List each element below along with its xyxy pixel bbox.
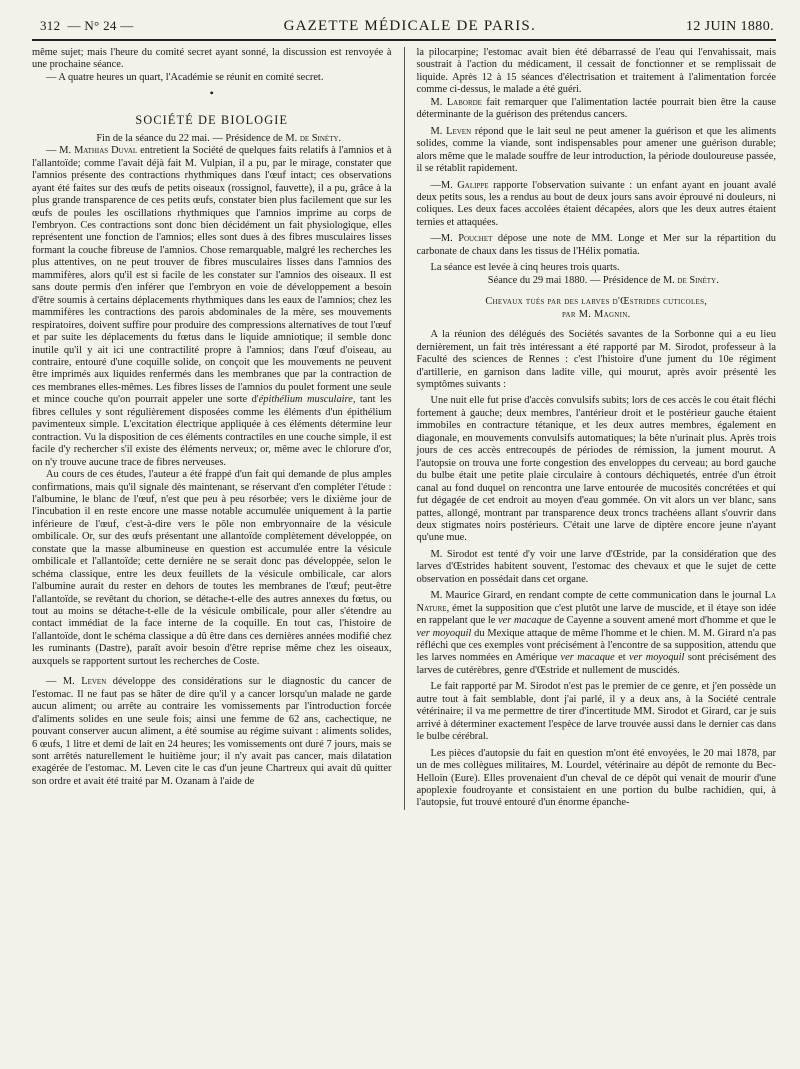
journal-name: La Nature [416,590,776,614]
article-title [417,295,777,321]
paragraph-text: entretient la Société de quelques faits relatifs à l'amnios et à l'allantoïde; comme l'avait déjà fait M. Vulpian, il a pu, par le mirage, constater que l'amnios présente des contractions rhythmiques dans l'œuf intact; ces observations ayant été faites sur des œufs de petits oiseaux (rossignol, fauvette), il a pu, grâce à la plus grande transparence de ces petits œufs, constater bien plus facilement que sur les œufs de poules les oscillations rhythmiques que l'amnios imprime au corps de l'embryon. Ces contractions sont donc bien décidément un fait physiologique, elles représentent une fonction de l'amnios; elles sont dues à des fibres musculaires lisses formant la couche fibreuse de l'amnios. Chose remarquable, malgré les recherches les plus attentives, on ne peut trouver de fibres musculaires lisses dans l'amnios des mammifères, alors qu'il est si facile de les constater sur l'amnios des oiseaux. Il est sans doute permis d'en inférer que l'embryon en voie de développement a besoin d'être soumis à certains déplacements rhythmiques dans les eaux de l'amnios; chez les mammifères les contractions des parois abdominales de la mère, ses mouvements respiratoires, doivent suffire pour produire des compressions alternatives de tout l'œuf et par suite les déplacements du fœtus dans le liquide amniotique; il semble donc inutile qu'il y ait ici une contractilité propre à l'amnios; dans l'œuf d'oiseau, au contraire, entouré d'une coquille solide, on conçoit que les mouvements ne peuvent être imprimés aux liquides renfermés dans les membranes que par la contraction de ces membranes elles-mêmes. Les fibres lisses de l'amnios du poulet forment une seule et mince couche qu'on pourrait appeler une sorte d' [32,145,392,406]
right-column [417,47,777,810]
article-paragraph-1: A la réunion des délégués des Sociétés savantes de la Sorbonne qui a eu lieu dernièrement, un fait très intéressant a été rapporté par M. Sirodot, professeur à la Faculté des sciences de Rennes : c'est l'histoire d'une jument du 10e régiment d'artillerie, en garnison dans ladite ville, qui mourut, après avoir présenté les symptômes suivants : [416,329,777,390]
journal-title: GAZETTE MÉDICALE DE PARIS. [283,18,536,34]
paragraph-text: de Cayenne a souvent amené mort d'homme et que le [554,615,777,627]
pouchet-paragraph [417,233,777,258]
article-paragraph-2: Une nuit elle fut prise d'accès convulsifs subits; lors de ces accès le cou était fléchi fortement à gauche; deux membres, l'antérieur droit et le postérieur gauche étaient immobiles en contracture tétanique, et les deux autres membres, également en diagonale, en mouvements convulsifs automatiques; la bête n'urinait plus. Après trois jours de ces accès entrecoupés de périodes de rémission, la jument mourut. A l'autopsie on trouva une forte congestion des enveloppes du cerveau; au bord gauche du bulbe était une petite plaie circulaire à contours déchiquetés, entrée d'un étroit canal au fond duquel on rencontra une larve entourée de mucosités concrétées et qui fut dégagée de cet endroit au moyen d'eau gommée. On vit alors un ver blanc, sans pattes, allongé, montrant par transparence deux troncs trachéens allant s'ouvrir dans deux stigmates noirs postérieurs. C'était une larve de diptère encore jeune n'ayant qu'une mue. [416,395,777,544]
italic-term: ver macaque [498,615,552,627]
page-number: 312 [40,18,61,33]
paragraph-text: rapporte l'observation suivante : un enfant ayant en jouant avalé deux petits sous, les a rendus au bout de deux jours sans avoir éprouvé ni douleurs, ni coliques. Les deux faces accolées étaient décapées, alors que les deux autres étaient ternies et attaquées. [416,179,777,228]
paragraph-text: sont précisément des larves de cutérèbres, genre d'Œstride et nullement de muscidés. [416,652,777,676]
duval-paragraph-2: Au cours de ces études, l'auteur a été frappé d'un fait qui demande de plus amples confirmations, mais qu'il signale dès maintenant, se réservant d'en compléter l'étude : l'albumine, le blanc de l'œuf, n'est que peu à peu résorbée; vers le dixième jour de l'incubation il en reste encore une masse notable accumulée uniquement à la partie inférieure de l'œuf, c'est-à-dire vers le pôle non embryonnaire de la vésicule ombilicale. Or, sur des œufs présentant une allantoïde complètement développée, on constate que la masse albumineuse en question est accumulée entre la vésicule ombilicale et l'allantoïde; cette dernière ne se serait donc pas développée, selon le schéma classique, entre les deux feuillets de la vésicule ombilicale, car alors l'albumine aurait du rester en dehors de toutes les membranes de l'œuf; peut-être l'allantoïde, se revêtant du chorion, se détache-t-elle des autres annexes du fœtus, ou tout au moins se détache-t-elle de la vésicule ombilicale, pour aller s'étendre au contact immédiat de la face interne de la coquille. En tout cas, l'histoire de l'allantoïde, dont le schéma classique a dû être dans ces dernières années modifié chez les ruminants (Dastre), paraît avoir besoin d'être reprise même chez les oiseaux, auxquels se rapportent surtout les recherches de Coste. [32,469,392,667]
lead: —M. [430,233,453,245]
lead: M. [430,96,443,108]
dash-lead: — M. [46,676,75,688]
laborde-paragraph [417,97,777,122]
article-author-line: par M. Magnin. [561,309,631,321]
president-name: de Sinéty. [677,274,719,286]
paragraph-text: et [618,652,626,664]
paragraph-text: dépose une note de MM. Longe et Mer sur la répartition du carbonate de chaux dans les tissus de l'Hélix pomatia. [416,233,776,257]
speaker-name: Leven [81,676,107,688]
header-left [40,18,134,34]
italic-term: ver macaque [560,652,615,664]
speaker-name: Galippe [457,179,489,191]
issue-number: — N° 24 — [67,18,134,33]
issue-date: 12 JUIN 1880. [685,19,774,34]
lead: —M. [430,179,453,191]
left-column [32,47,392,810]
opening-paragraph: — A quatre heures un quart, l'Académie se réunit en comité secret. [46,71,324,83]
seance-heading-2 [417,275,777,287]
paragraph-text: , tant les fibres cellules y sont régulièrement disposées comme les éléments d'un épithélium pavimenteux simple. L'excitation électrique appliquée à ces éléments détermine leur contraction. Vu la disposition de ces éléments contractiles en une couche simple, il est facile d'y rechercher s'il existe des éléments nerveux; or, même avec le chlorure d'or, on n'y trouve aucune trace de fibres nerveuses. [32,394,392,468]
article-paragraph-4 [417,590,777,677]
president-name: de Sinéty. [299,132,342,144]
seance-text: Fin de la séance du 22 mai. — Présidence de M. [96,132,298,144]
columns [32,47,776,810]
article-paragraph-5: Le fait rapporté par M. Sirodot n'est pas le premier de ce genre, et j'en possède un autre tout à fait semblable, dont j'ai parlé, il y a deux ans, à la Société centrale vétérinaire; il va me permettre de tirer d'incertitude MM. Sirodot et Girard, car je suis arrivé à déterminer exactement l'espèce de larve trouvée aussi dans le dernier cas dans le bulbe cérébral. [416,681,777,743]
opening-paragraph: même sujet; mais l'heure du comité secret ayant sonné, la discussion est renvoyée à une prochaine séance. [32,47,392,71]
dash-lead: — M. [46,145,72,157]
duval-paragraph [32,145,392,469]
speaker-name: Leven [446,125,472,137]
article-title-line: Chevaux tués par des larves d'Œstrides cuticoles, [485,296,708,308]
paragraph-text: , émet la supposition que c'est plutôt une larve de muscide, et il étaye son idée en rappelant que le [416,602,777,627]
lead: M. [430,125,443,137]
speaker-name: Mathias Duval [74,145,138,157]
leven-reply-paragraph [417,126,777,176]
article-paragraph-6: Les pièces d'autopsie du fait en question m'ont été envoyées, le 20 mai 1878, par un de mes collègues militaires, M. Lourdel, vétérinaire au dépôt de remonte du Bec-Helloin (Eure). Elles provenaient d'un cheval de ce dépôt qui venait de mourir d'une apoplexie foudroyante et consistaient en une portion du bulbe rachidien, qui, à l'autopsie, fut trouvé entouré d'un énorme épanche- [416,747,777,809]
seance-heading [32,133,392,145]
paragraph-text: M. Maurice Girard, en rendant compte de cette communication dans le journal [430,590,762,602]
closing-line: La séance est levée à cinq heures trois quarts. [430,262,620,274]
italic-term: ver moyoquil [629,652,685,664]
leven-paragraph [32,676,392,788]
italic-term: ver moyoquil [416,627,472,639]
paragraph-text: répond que le lait seul ne peut amener la guérison et que les aliments solides, comme la viande, sont indispensables pour amener une guérison durable; alors même que le malade souffre de leur introduction, la période douloureuse passée, il se rétablit rapidement. [416,125,777,175]
section-title: SOCIÉTÉ DE BIOLOGIE [135,113,289,128]
continuation-paragraph: la pilocarpine; l'estomac avait bien été débarrassé de l'eau qui l'envahissait, mais soustrait à l'action du médicament, il cessait de fonctionner et se remplissait de liquide. Après 12 à 15 séances d'électrisation et traitement à l'alimentation forcée comme ci-dessus, le malade a été guéri. [416,47,777,96]
column-divider [404,47,405,810]
paragraph-text: du Mexique attaque de même l'homme et le chien. M. M. Girard n'a pas réfléchi que ces exemples vont précisément à l'encontre de sa supposition, attendu que les larves nommées en Amérique [416,627,777,664]
speaker-name: Pouchet [458,233,493,245]
header-rule [32,39,776,41]
galippe-paragraph [417,180,777,230]
speaker-name: Laborde [446,96,482,108]
seance-text: Séance du 29 mai 1880. — Présidence de M. [487,274,675,286]
italic-term: épithélium musculaire [258,394,353,406]
separator-dot: • [209,86,214,101]
page-header [32,18,776,37]
paragraph-text: développe des considérations sur le diagnostic du cancer de l'estomac. Il ne faut pas se hâter de dire qu'il y a cancer lorsqu'un malade ne garde aucun aliment; ou arrête au contraire les vomissements par l'introduction forcée d'aliments solides en une seule fois; ainsi une femme de 62 ans, cachectique, ne pouvant conserver aucun aliment, a été soumise au régime suivant : aliments solides, 6 œufs, 1 litre et demi de lait en 24 heures; les vomissements ont duré 7 jours, mais se sont arrêtés naturellement le huitième jour; il n'y avait pas cancer, mais dilatation exagérée de l'estomac. M. Leven cite le cas d'un jeune Chartreux qui avait dû quitter son ordre et avait été traité par M. Ozanam à l'aide de [32,676,392,787]
article-paragraph-3: M. Sirodot est tenté d'y voir une larve d'Œstride, par la considération que des larves d'Œstrides habitent souvent, l'estomac des chevaux et que le sujet de cette observation en possédait dans cet organe. [416,548,777,585]
paragraph-text: fait remarquer que l'alimentation lactée pourrait bien être la cause déterminante de la guérison des prétendus cancers. [416,96,776,121]
